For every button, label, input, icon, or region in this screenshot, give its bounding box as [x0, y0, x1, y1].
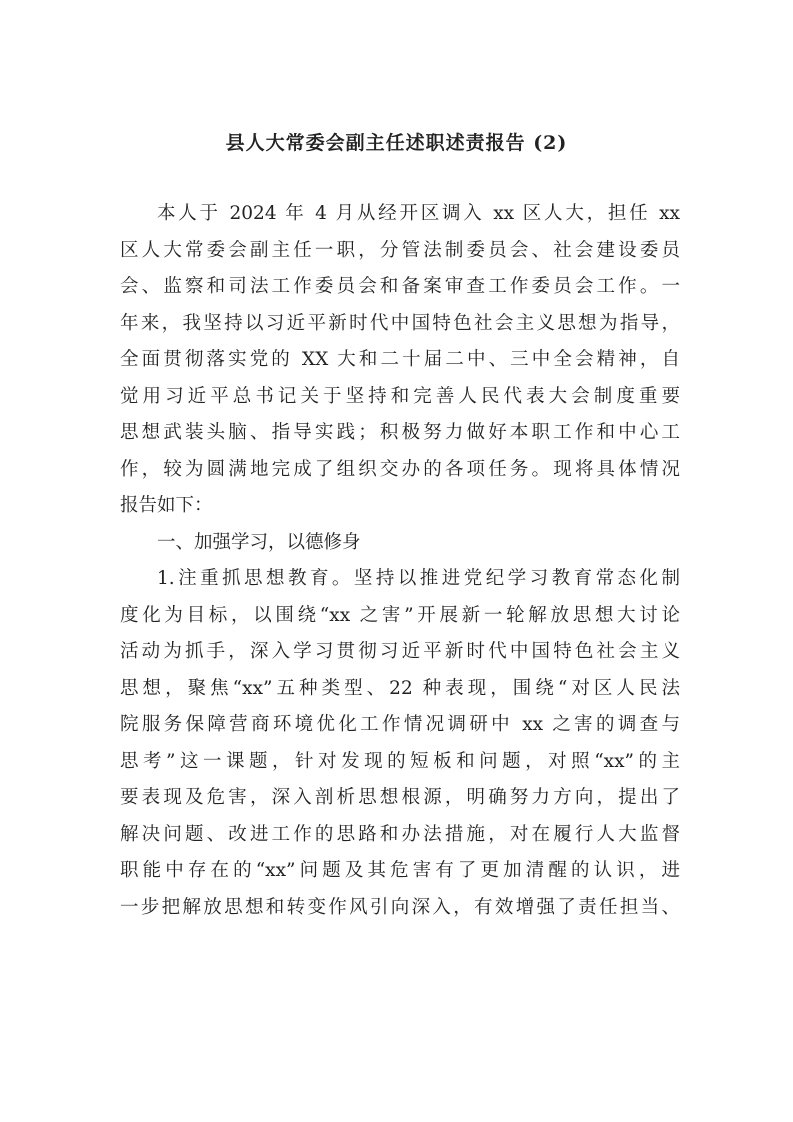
- text-line: 要表现及危害，深入剖析思想根源，明确努力方向，提出了: [120, 787, 680, 808]
- text-line: 活动为抓手，深入学习贯彻习近平新时代中国特色社会主义: [120, 641, 680, 662]
- text-line: 思想，聚焦“xx”五种类型、22 种表现，围绕“对区人民法: [120, 677, 680, 699]
- text-line: 职能中存在的“xx”问题及其危害有了更加清醒的认识，进: [120, 860, 680, 881]
- text-line: 区人大常委会副主任一职，分管法制委员会、社会建设委员: [120, 239, 680, 261]
- document-body: [120, 196, 680, 926]
- document-title: 县人大常委会副主任述职述责报告 (2): [225, 132, 568, 154]
- text-line: 觉用习近平总书记关于坚持和完善人民代表大会制度重要: [120, 385, 680, 407]
- text-line: 1.注重抓思想教育。坚持以推进党纪学习教育常态化制: [157, 568, 680, 589]
- text-line: 全面贯彻落实党的 XX 大和二十届二中、三中全会精神，自: [120, 349, 680, 370]
- text-line: 院服务保障营商环境优化工作情况调研中 xx 之害的调查与: [120, 714, 680, 735]
- text-line: 思想武装头脑、指导实践；积极努力做好本职工作和中心工: [120, 422, 680, 443]
- text-line: 解决问题、改进工作的思路和办法措施，对在履行人大监督: [120, 823, 680, 845]
- text-line: 一步把解放思想和转变作风引向深入，有效增强了责任担当、: [120, 896, 680, 918]
- text-line: 思考”这一课题，针对发现的短板和问题，对照“xx”的主: [120, 750, 680, 772]
- text-line: 作，较为圆满地完成了组织交办的各项任务。现将具体情况: [120, 458, 680, 480]
- text-line: 会、监察和司法工作委员会和备案审查工作委员会工作。一: [120, 276, 680, 297]
- text-line: 报告如下：: [120, 495, 213, 516]
- text-line: 本人于 2024 年 4 月从经开区调入 xx 区人大，担任 xx: [157, 203, 680, 224]
- text-line: 度化为目标，以围绕“xx 之害”开展新一轮解放思想大讨论: [120, 604, 680, 626]
- text-line: 年来，我坚持以习近平新时代中国特色社会主义思想为指导，: [120, 312, 680, 334]
- text-line: 一、加强学习，以德修身: [157, 531, 361, 553]
